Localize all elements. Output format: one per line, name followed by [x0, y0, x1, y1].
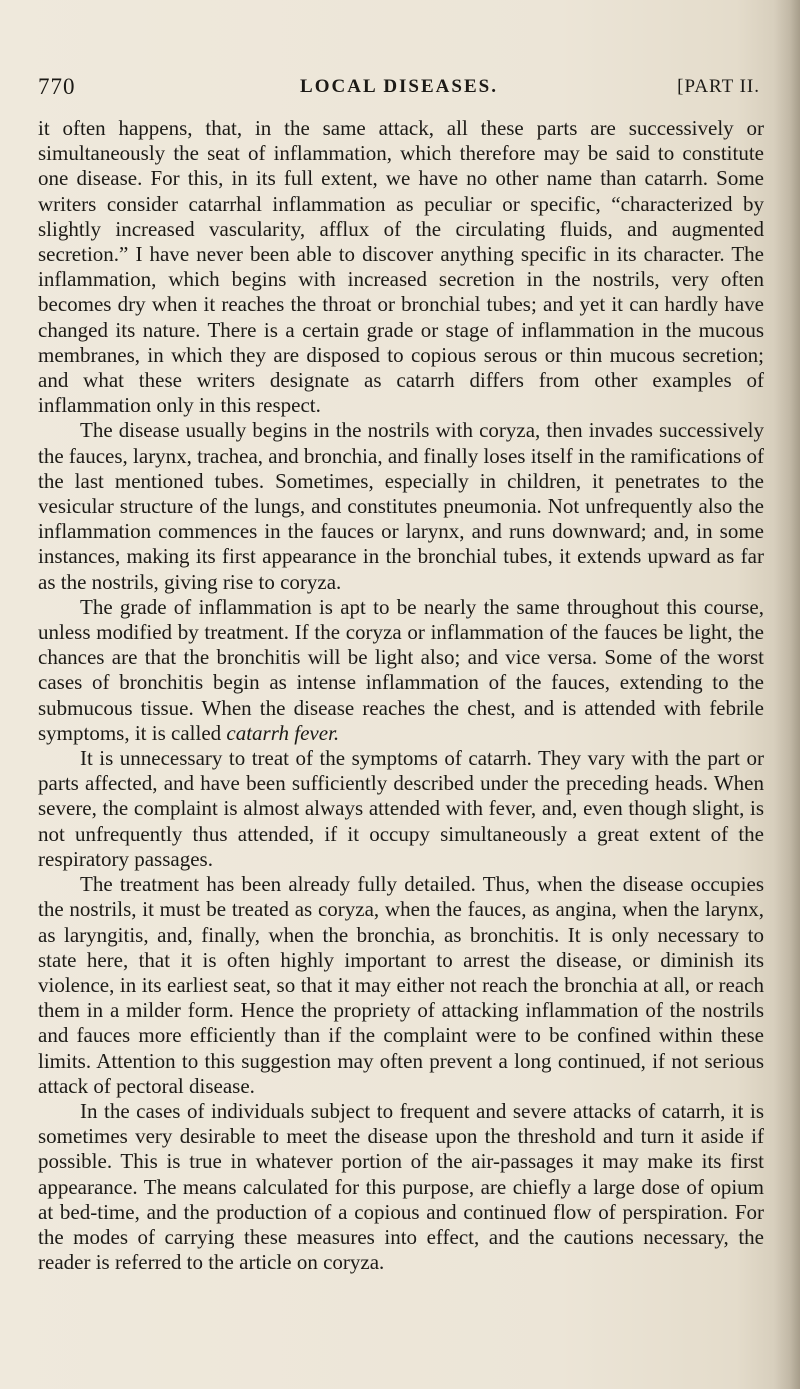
body-text: [38, 116, 764, 1275]
italic-term: catarrh fever.: [226, 720, 340, 745]
paragraph: In the cases of individuals subject to frequent and severe attacks of catarrh, it is sometimes very desirable to meet the disease upon the threshold and turn it aside if possible. This is true in whatever portion of the air-passages it may make its first appearance. The means calculated for this purpose, are chiefly a large dose of opium at bed-time, and the production of a copious and continued flow of perspiration. For the modes of carrying these measures into effect, and the cautions necessary, the reader is referred to the article on coryza.: [38, 1098, 764, 1275]
paragraph-text: The grade of inflammation is apt to be nearly the same throughout this course, unless modified by treatment. If the coryza or inflammation of the fauces be light, the chances are that the bronchitis will be light also; and vice versa. Some of the worst cases of bronchitis begin as intense inflammation of the fauces, extending to the submucous tissue. When the disease reaches the chest, and is attended with febrile symptoms, it is called: [38, 594, 764, 745]
part-label: [PART II.: [677, 76, 760, 97]
paragraph: It is unnecessary to treat of the symptoms of catarrh. They vary with the part or parts affected, and have been sufficiently described under the preceding heads. When severe, the complaint is almost always attended with fever, and, even though slight, is not unfrequently thus attended, if it occupy simultaneously a great extent of the respiratory passages.: [38, 746, 764, 871]
running-title: LOCAL DISEASES.: [300, 76, 498, 97]
running-header: [38, 74, 760, 108]
paragraph: The treatment has been already fully detailed. Thus, when the disease occupies the nostrils, it must be treated as coryza, when the fauces, as angina, when the larynx, as laryngitis, and, finally, when the bronchia, as bronchitis. It is only necessary to state here, that it is often highly important to arrest the disease, or diminish its violence, in its earliest seat, so that it may either not reach the bronchia at all, or reach them in a milder form. Hence the propriety of attacking inflammation of the nostrils and fauces more efficiently than if the complaint were to be confined within these limits. Attention to this suggestion may often prevent a long continued, if not serious attack of pectoral disease.: [38, 872, 764, 1098]
paragraph: [38, 595, 764, 746]
page-edge-shadow: [774, 0, 800, 1389]
paragraph: it often happens, that, in the same attack, all these parts are successively or simultaneously the seat of inflammation, which therefore may be said to constitute one disease. For this, in its full extent, we have no other name than catarrh. Some writers consider catarrhal inflammation as peculiar or specific, “characterized by slightly increased vascularity, afflux of the circulating fluids, and augmented secretion.” I have never been able to discover anything specific in its character. The inflammation, which begins with increased secretion in the nostrils, very often becomes dry when it reaches the throat or bronchial tubes; and yet it can hardly have changed its nature. There is a certain grade or stage of inflammation in the mucous membranes, in which they are disposed to copious serous or thin mucous secretion; and what these writers designate as catarrh differs from other examples of inflammation only in this respect.: [38, 116, 764, 418]
page-number: 770: [38, 74, 76, 99]
paragraph: The disease usually begins in the nostrils with coryza, then invades successively the fauces, larynx, trachea, and bronchia, and finally loses itself in the ramifications of the last mentioned tubes. Sometimes, especially in children, it penetrates to the vesicular structure of the lungs, and constitutes pneumonia. Not unfrequently also the inflammation commences in the fauces or larynx, and runs downward; and, in some instances, making its first appearance in the bronchial tubes, it extends upward as far as the nostrils, giving rise to coryza.: [38, 418, 764, 594]
